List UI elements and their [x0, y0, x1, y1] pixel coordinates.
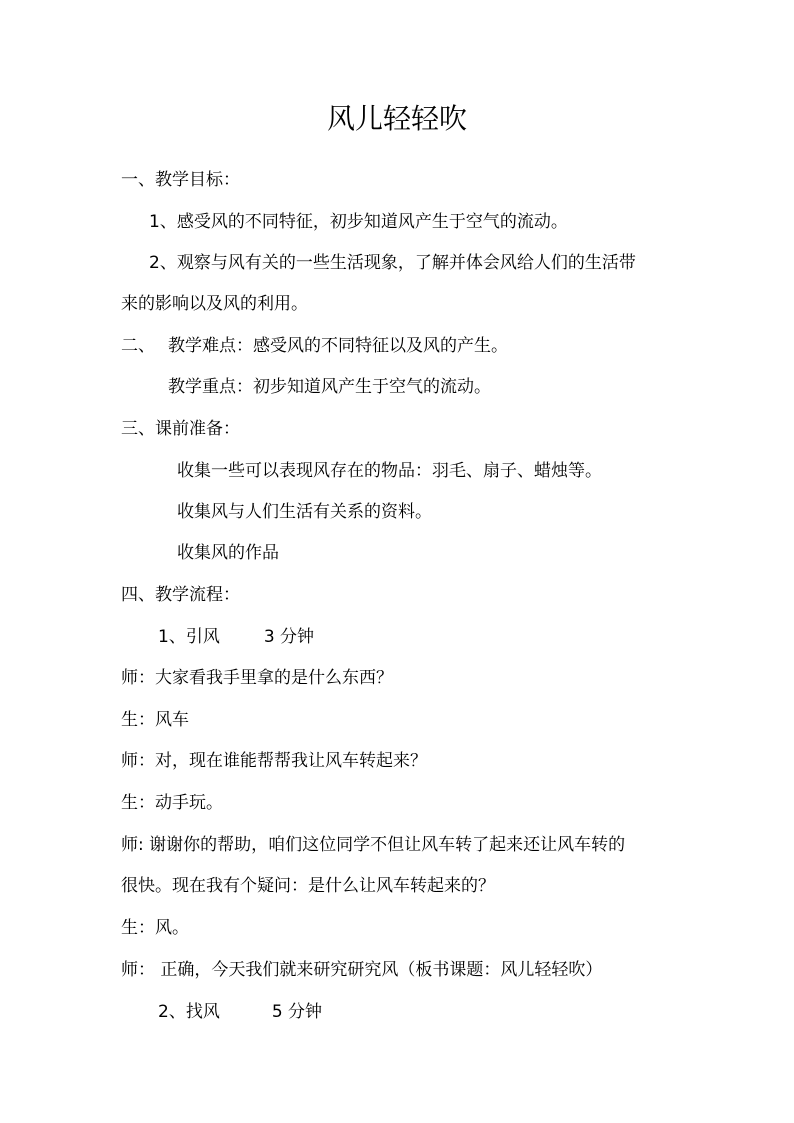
step1-label: 1、引风: [158, 627, 220, 647]
section3-item2: 收集风与人们生活有关系的资料。: [177, 502, 432, 522]
dialogue-line: 师： 正确，今天我们就来研究研究风（板书课题：风儿轻轻吹）: [121, 960, 603, 980]
dialogue-line: 师：对，现在谁能帮帮我让风车转起来？: [121, 751, 427, 771]
section1-item1: 1、感受风的不同特征，初步知道风产生于空气的流动。: [149, 212, 568, 232]
section3-item3: 收集风的作品: [177, 543, 279, 563]
step2-time: 5 分钟: [271, 1002, 323, 1022]
section1-item2-line2: 来的影响以及风的利用。: [121, 294, 308, 314]
section2-key-point: 教学重点：初步知道风产生于空气的流动。: [168, 377, 491, 397]
section3-heading: 三、课前准备：: [121, 419, 240, 439]
dialogue-line: 很快。现在我有个疑问：是什么让风车转起来的？: [121, 876, 495, 896]
section1-item2-line1: 2、观察与风有关的一些生活现象，了解并体会风给人们的生活带: [149, 253, 636, 273]
dialogue-line: 师：大家看我手里拿的是什么东西？: [121, 668, 393, 688]
section2-heading-number: 二、: [121, 336, 155, 356]
section3-item1: 收集一些可以表现风存在的物品：羽毛、扇子、蜡烛等。: [177, 461, 602, 481]
section4-heading: 四、教学流程：: [121, 585, 240, 605]
dialogue-line: 师: 谢谢你的帮助，咱们这位同学不但让风车转了起来还让风车转的: [121, 835, 626, 855]
step2: [158, 1000, 322, 1024]
dialogue-line: 生：风车: [121, 710, 189, 730]
step1: [158, 625, 314, 649]
step1-time: 3 分钟: [263, 627, 315, 647]
dialogue-line: 生：风。: [121, 918, 189, 938]
document-title: 风儿轻轻吹: [326, 102, 467, 135]
dialogue-line: 生：动手玩。: [121, 793, 223, 813]
step2-label: 2、找风: [158, 1002, 220, 1022]
section2-difficulty: 教学难点：感受风的不同特征以及风的产生。: [168, 336, 508, 356]
section1-heading: 一、教学目标：: [121, 170, 240, 190]
